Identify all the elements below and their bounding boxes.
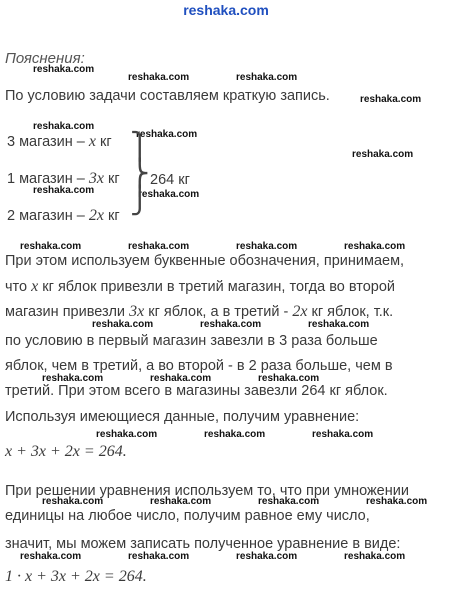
- watermark: reshaka.com: [258, 496, 320, 507]
- paragraph-line: что x кг яблок привезли в третий магазин, тогда во второй: [5, 278, 396, 295]
- equation-intro: Используя имеющиеся данные, получим уравнение:: [5, 409, 360, 425]
- section-heading: Пояснения:: [5, 50, 85, 67]
- watermark: reshaka.com: [352, 149, 414, 160]
- paragraph-line: по условию в первый магазин завезли в 3 раза больше: [5, 333, 378, 349]
- paragraph-line: При решении уравнения используем то, что при умножении: [5, 483, 409, 499]
- watermark: reshaka.com: [42, 496, 104, 507]
- watermark: reshaka.com: [42, 373, 104, 384]
- watermark: reshaka.com: [128, 72, 190, 83]
- brace-icon: ⎬: [130, 158, 150, 188]
- watermark: reshaka.com: [33, 64, 95, 75]
- shortnote-line-1: 1 магазин – 3x кг: [7, 170, 120, 187]
- variable: 2x: [292, 303, 308, 320]
- variable: 2x: [88, 207, 104, 224]
- watermark: reshaka.com: [360, 94, 422, 105]
- watermark: reshaka.com: [150, 373, 212, 384]
- paragraph-line: яблок, чем в третий, а во второй - в 2 раза больше, чем в: [5, 358, 393, 374]
- watermark: reshaka.com: [258, 373, 320, 384]
- watermark: reshaka.com: [366, 496, 428, 507]
- watermark: reshaka.com: [200, 319, 262, 330]
- watermark: reshaka.com: [96, 429, 158, 440]
- paragraph-line: магазин привезли 3x кг яблок, а в третий - 2x кг яблок, т.к.: [5, 303, 394, 320]
- watermark: reshaka.com: [344, 241, 406, 252]
- watermark: reshaka.com: [236, 72, 298, 83]
- variable: x: [88, 133, 96, 150]
- watermark: reshaka.com: [20, 241, 82, 252]
- watermark: reshaka.com: [138, 189, 200, 200]
- watermark: reshaka.com: [136, 129, 198, 140]
- watermark: reshaka.com: [150, 496, 212, 507]
- watermark: reshaka.com: [236, 241, 298, 252]
- variable: x: [31, 278, 39, 295]
- watermark: reshaka.com: [128, 241, 190, 252]
- watermark: reshaka.com: [344, 551, 406, 562]
- variable: 3x: [88, 170, 104, 187]
- shortnote-line-3: 3 магазин – x кг: [7, 133, 112, 150]
- paragraph-line: При этом используем буквенные обозначения, принимаем,: [5, 253, 405, 269]
- equation-2: 1 · x + 3x + 2x = 264.: [5, 568, 147, 585]
- paragraph-line: третий. При этом всего в магазины завезли 264 кг яблок.: [5, 383, 388, 399]
- paragraph-line: значит, мы можем записать полученное уравнение в виде:: [5, 536, 401, 552]
- shortnote-total: 264 кг: [150, 172, 190, 188]
- watermark: reshaka.com: [204, 429, 266, 440]
- brace-icon: ⎫: [130, 131, 150, 161]
- intro-text: По условию задачи составляем краткую запись.: [5, 88, 330, 104]
- equation: x + 3x + 2x = 264.: [5, 443, 127, 460]
- watermark: reshaka.com: [20, 551, 82, 562]
- watermark: reshaka.com: [92, 319, 154, 330]
- paragraph-line: единицы на любое число, получим равное ему число,: [5, 508, 370, 524]
- brace-icon: ⎭: [130, 185, 150, 215]
- watermark: reshaka.com: [236, 551, 298, 562]
- watermark: reshaka.com: [128, 551, 190, 562]
- watermark: reshaka.com: [33, 185, 95, 196]
- variable: 3x: [129, 303, 145, 320]
- shortnote-line-2: 2 магазин – 2x кг: [7, 207, 120, 224]
- watermark: reshaka.com: [312, 429, 374, 440]
- watermark: reshaka.com: [33, 121, 95, 132]
- site-header-logo[interactable]: reshaka.com: [183, 2, 269, 18]
- watermark: reshaka.com: [308, 319, 370, 330]
